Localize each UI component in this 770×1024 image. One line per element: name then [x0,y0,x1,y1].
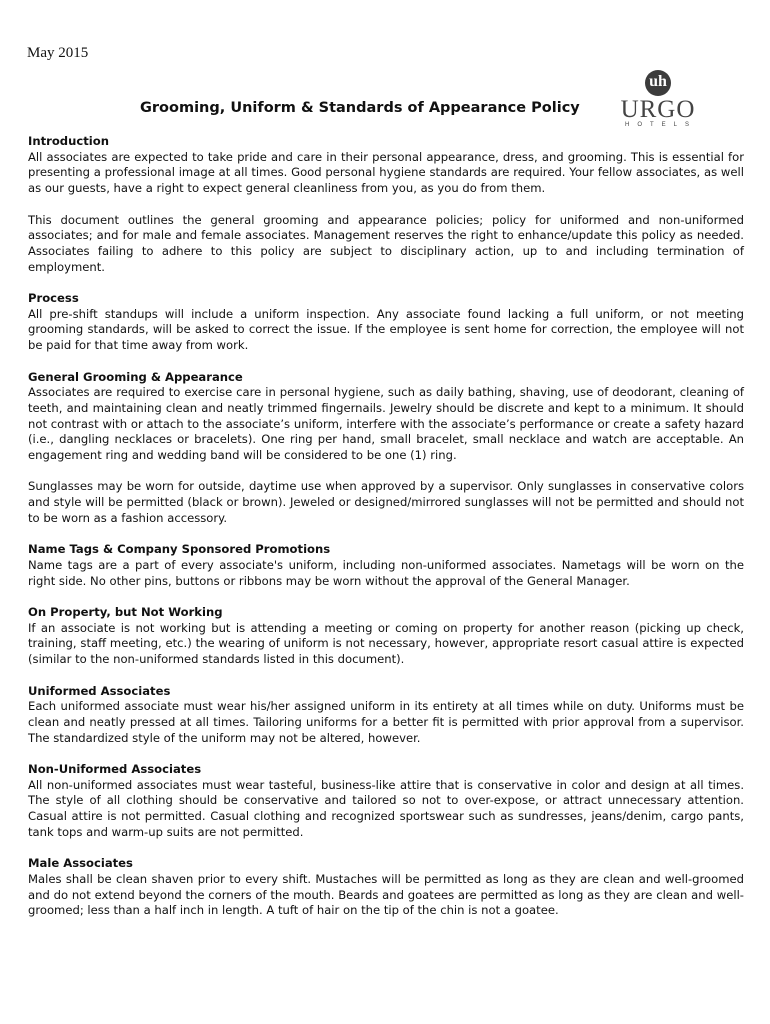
logo-subtitle: HOTELS [624,122,697,128]
section-paragraph: All non-uniformed associates must wear tasteful, business-like attire that is conservative in color and design at all times. The style of all clothing should be conservative and tailored so not to over-expose, or attract unnecessary attention. Casual attire is not permitted. Casual clothing and recognized sportswear such as sundresses, jeans/denim, cargo pants, tank tops and warm-up suits are not permitted. [28,777,744,839]
section-paragraph: Each uniformed associate must wear his/her assigned uniform in its entirety at all times while on duty. Uniforms must be clean and neatly pressed at all times. Tailoring uniforms for a better fit is permitted with prior approval from a supervisor. The standardized style of the uniform may not be altered, however. [28,699,744,745]
document-title: Grooming, Uniform & Standards of Appearance Policy [140,100,580,116]
section-on-property [28,605,744,668]
section-paragraph: All pre-shift standups will include a uniform inspection. Any associate found lacking a full uniform, or not meeting grooming standards, will be asked to correct the issue. If the employee is sent home for correction, the employee will not be paid for that time away from work. [28,306,744,353]
logo-wordmark: URGO [620,96,696,123]
section-name-tags [28,542,744,589]
section-heading: Process [28,291,79,305]
section-paragraph: Associates are required to exercise care in personal hygiene, such as daily bathing, shaving, use of deodorant, cleaning of teeth, and maintaining clean and neatly trimmed fingernails. Jewelry should be discrete and kept to a minimum. It should not contrast with or attach to the associate’s uniform, interfere with the associate’s performance or create a safety hazard (i.e., dangling necklaces or bracelets). One ring per hand, small bracelet, small necklace and watch are acceptable. An engagement ring and wedding band will be considered to be one (1) ring. [28,385,744,463]
section-paragraph: All associates are expected to take pride and care in their personal appearance, dress, and grooming. This is essential for presenting a professional image at all times. Good personal hygiene standards are required. Your fellow associates, as well as our guests, have a right to expect general cleanliness from you, as you do from them. [28,149,744,196]
urgo-hotels-logo [612,70,704,132]
section-uniformed-associates [28,684,744,747]
section-heading: Introduction [28,134,109,148]
section-heading: General Grooming & Appearance [28,369,243,384]
section-introduction [28,134,744,275]
section-paragraph: Males shall be clean shaven prior to every shift. Mustaches will be permitted as long as they are clean and well-groomed and do not extend beyond the corners of the mouth. Beards and goatees are permitted as long as they are clean and well-groomed; less than a half inch in length. A tuft of hair on the tip of the chin is not a goatee. [28,871,744,918]
section-paragraph: Name tags are a part of every associate's uniform, including non-uniformed associates. Nametags will be worn on the right side. No other pins, buttons or ribbons may be worn without the approval of the General Manager. [28,557,744,588]
section-general-grooming [28,370,744,527]
section-process [28,291,744,354]
section-heading: On Property, but Not Working [28,605,223,619]
section-heading: Male Associates [28,856,133,871]
section-heading: Uniformed Associates [28,683,171,698]
document-body [28,134,744,919]
section-male-associates [28,856,744,919]
section-heading: Name Tags & Company Sponsored Promotions [28,542,331,557]
section-paragraph: Sunglasses may be worn for outside, daytime use when approved by a supervisor. Only sunglasses in conservative colors and style will be permitted (black or brown). Jeweled or designed/mirrored sunglasses will not be permitted and should not to be worn as a fashion accessory. [28,479,744,525]
section-paragraph: If an associate is not working but is attending a meeting or coming on property for another reason (picking up check, training, staff meeting, etc.) the wearing of uniform is not necessary, however, appropriate resort casual attire is expected (similar to the non-uniformed standards listed in this document). [28,620,744,667]
document-date: May 2015 [27,45,89,61]
section-non-uniformed-associates [28,762,744,841]
logo-mark-icon: uh [645,70,671,96]
section-paragraph: This document outlines the general grooming and appearance policies; policy for uniformed and non-uniformed associates; and for male and female associates. Management reserves the right to enhance/update this policy as needed. Associates failing to adhere to this policy are subject to disciplinary action, up to and including termination of employment. [28,212,744,274]
section-heading: Non-Uniformed Associates [28,762,202,776]
